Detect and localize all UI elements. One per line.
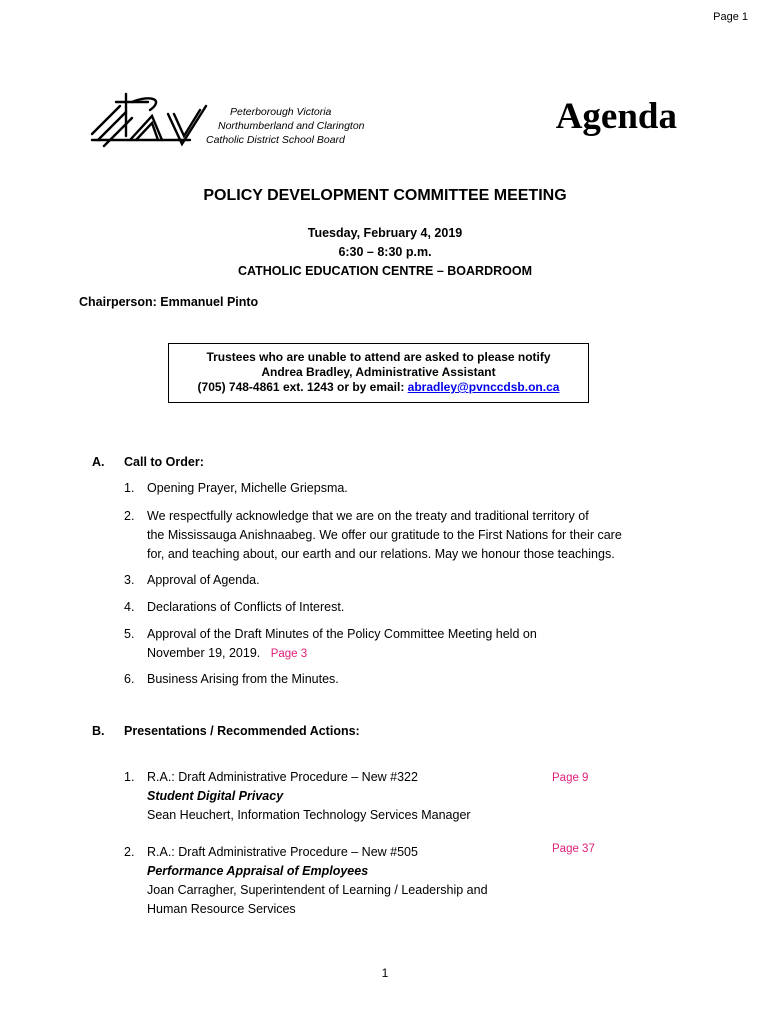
meeting-title: POLICY DEVELOPMENT COMMITTEE MEETING (203, 187, 567, 204)
list-item (124, 571, 684, 590)
item-text-line-1: Approval of the Draft Minutes of the Policy Committee Meeting held on (147, 627, 537, 641)
item-number: 6. (124, 672, 135, 686)
item-number: 1. (124, 481, 135, 495)
list-item (124, 670, 684, 689)
meeting-time: 6:30 – 8:30 p.m. (338, 245, 432, 259)
item-text-line-1: We respectfully acknowledge that we are on the treaty and traditional territory of (147, 509, 589, 523)
notice-line-1: Trustees who are unable to attend are asked to please notify (206, 350, 551, 364)
item-text-line-1: R.A.: Draft Administrative Procedure – New #322 (147, 770, 418, 784)
notice-line-3 (169, 380, 588, 395)
footer-page-number: 1 (381, 966, 389, 980)
page-reference: Page 9 (552, 772, 589, 784)
list-item (124, 625, 684, 664)
item-text: Business Arising from the Minutes. (147, 672, 339, 686)
chairperson: Chairperson: Emmanuel Pinto (79, 295, 259, 309)
item-number: 2. (124, 845, 135, 859)
item-text: Declarations of Conflicts of Interest. (147, 600, 345, 614)
notice-line-2: Andrea Bradley, Administrative Assistant (261, 365, 496, 379)
list-item (124, 768, 684, 825)
section-a-title: Call to Order: (124, 455, 204, 469)
agenda-heading: Agenda (555, 96, 677, 137)
item-title: Performance Appraisal of Employees (147, 864, 369, 878)
logo-line-2: Northumberland and Clarington (218, 120, 365, 132)
list-item (124, 598, 684, 617)
meeting-details (0, 224, 770, 281)
section-b-title: Presentations / Recommended Actions: (124, 724, 360, 738)
page-label: Page 1 (713, 11, 748, 23)
meeting-date: Tuesday, February 4, 2019 (307, 226, 463, 240)
item-text-line-1: R.A.: Draft Administrative Procedure – New #505 (147, 845, 418, 859)
item-text-line-3: for, and teaching about, our earth and our relations. May we honour those teachings. (147, 547, 615, 561)
page-reference: Page 3 (270, 648, 308, 660)
item-number: 2. (124, 509, 135, 523)
item-number: 4. (124, 600, 135, 614)
notice-phone: (705) 748-4861 ext. 1243 or by email: (197, 380, 408, 394)
board-logo (90, 90, 365, 154)
board-logo-icon (90, 90, 210, 154)
list-item (124, 507, 704, 564)
list-item (124, 843, 684, 919)
page-reference: Page 37 (552, 843, 595, 855)
item-text: November 19, 2019. (147, 646, 261, 660)
section-a-letter: A. (92, 455, 105, 469)
item-text: Opening Prayer, Michelle Griepsma. (147, 481, 348, 495)
item-text-line-2 (124, 644, 684, 664)
item-presenter: Sean Heuchert, Information Technology Services Manager (147, 808, 471, 822)
item-text: Approval of Agenda. (147, 573, 260, 587)
item-number: 3. (124, 573, 135, 587)
item-text-line-2: the Mississauga Anishnaabeg. We offer our gratitude to the First Nations for their care (147, 528, 622, 542)
section-b-letter: B. (92, 724, 105, 738)
item-number: 1. (124, 770, 135, 784)
attendance-notice-box (168, 343, 589, 403)
list-item (124, 479, 684, 498)
item-presenter-line-2: Human Resource Services (147, 902, 296, 916)
meeting-location: CATHOLIC EDUCATION CENTRE – BOARDROOM (238, 264, 532, 278)
logo-line-3: Catholic District School Board (206, 134, 345, 146)
item-presenter-line-1: Joan Carragher, Superintendent of Learning / Leadership and (147, 883, 488, 897)
item-number: 5. (124, 627, 135, 641)
item-title: Student Digital Privacy (147, 789, 284, 803)
email-link[interactable]: abradley@pvnccdsb.on.ca (407, 380, 560, 394)
logo-line-1: Peterborough Victoria (230, 106, 332, 118)
